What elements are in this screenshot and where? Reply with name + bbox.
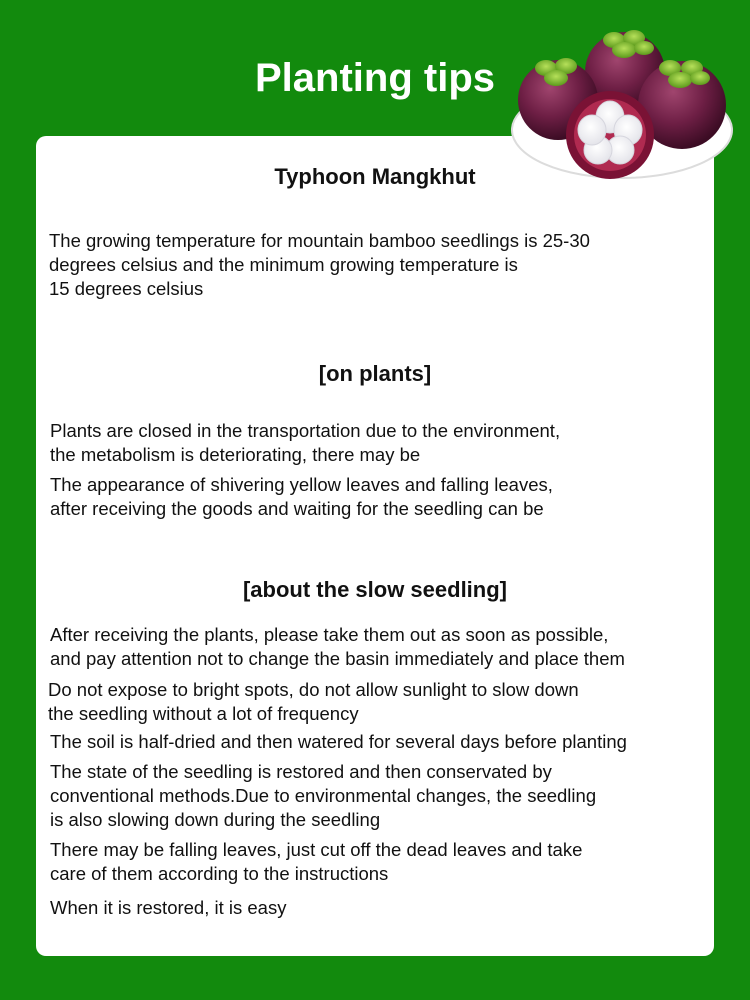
slow-seedling-heading: [about the slow seedling] — [242, 577, 507, 602]
intro-text: The growing temperature for mountain bamboo seedlings is 25-30 degrees celsius and the minimum growing temperature is 15 degrees celsius — [49, 230, 590, 299]
slow-text-2: Do not expose to bright spots, do not allow sunlight to slow down the seedling without a lot of frequency — [48, 679, 579, 724]
intro-heading: Typhoon Mangkhut — [274, 164, 476, 189]
content-card — [36, 136, 714, 956]
mangosteen-image — [510, 20, 742, 190]
slow-text-1: After receiving the plants, please take them out as soon as possible, and pay attention not to change the basin immediately and place them — [50, 624, 625, 669]
slow-text-4: The state of the seedling is restored and then conservated by conventional methods.Due to environmental changes, the seedling is also slowing down during the seedling — [50, 761, 597, 830]
plants-heading: [on plants] — [318, 361, 432, 386]
page-title: Planting tips — [255, 56, 495, 100]
slow-text-5: There may be falling leaves, just cut off the dead leaves and take care of them according to the instructions — [50, 839, 583, 884]
plants-text-1: Plants are closed in the transportation due to the environment, the metabolism is deteriorating, there may be — [50, 420, 561, 465]
slow-text-6: When it is restored, it is easy — [50, 897, 287, 918]
plants-text-2: The appearance of shivering yellow leaves and falling leaves, after receiving the goods and waiting for the seedling can be — [50, 474, 553, 519]
slow-text-3: The soil is half-dried and then watered for several days before planting — [50, 731, 627, 752]
